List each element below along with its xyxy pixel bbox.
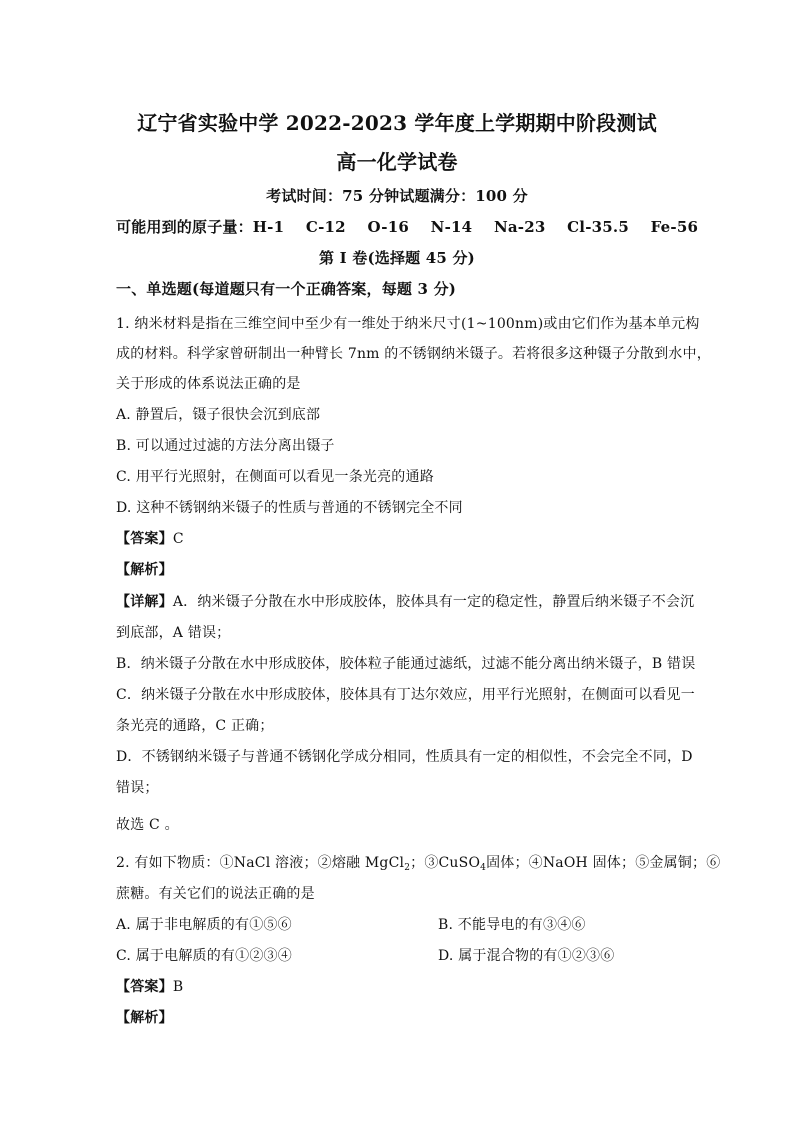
q2-option-c: C. 属于电解质的有①②③④ [116, 948, 292, 964]
q1-option-d: D. 这种不锈钢纳米镊子的性质与普通的不锈钢完全不同 [116, 500, 463, 516]
q2-answer [116, 976, 183, 996]
section-title: 一、单选题(每道题只有一个正确答案，每题 3 分) [116, 280, 457, 298]
q2-option-d: D. 属于混合物的有①②③⑥ [438, 948, 615, 964]
q1-option-a: A. 静置后，镊子很快会沉到底部 [116, 407, 321, 423]
q2-stem-part2: ；③CuSO [410, 855, 481, 871]
q1-analysis-label: 【解析】 [116, 562, 173, 578]
q2-option-a: A. 属于非电解质的有①⑤⑥ [116, 917, 292, 933]
q1-detail-c-line2: 条光亮的通路，C 正确； [116, 718, 274, 734]
answer-label: 【答案】 [116, 979, 173, 995]
q1-stem-line3: 关于形成的体系说法正确的是 [116, 376, 301, 392]
q1-option-c: C. 用平行光照射，在侧面可以看见一条光亮的通路 [116, 469, 434, 485]
detail-a-text: A．纳米镊子分散在水中形成胶体，胶体具有一定的稳定性，静置后纳米镊子不会沉 [172, 594, 695, 610]
volume-title: 第 I 卷(选择题 45 分) [319, 249, 475, 267]
q1-detail-d-line2: 错误； [116, 780, 159, 796]
q2-option-b: B. 不能导电的有③④⑥ [438, 917, 586, 933]
q2-stem-part1: 2. 有如下物质：①NaCl 溶液；②熔融 MgCl [116, 855, 405, 871]
answer-value: C [172, 531, 184, 547]
exam-info: 考试时间：75 分钟试题满分：100 分 [266, 187, 528, 205]
atomic-masses: 可能用到的原子量：H-1 C-12 O-16 N-14 Na-23 Cl-35.5 Fe-56 [116, 218, 699, 236]
q2-stem-part3: 固体；④NaOH 固体；⑤金属铜；⑥ [486, 855, 721, 871]
q1-detail-a-line1 [116, 591, 694, 611]
q1-stem-line1: 1. 纳米材料是指在三维空间中至少有一维处于纳米尺寸(1~100nm)或由它们作为基本单元构 [116, 316, 700, 332]
q1-conclusion: 故选 C 。 [116, 817, 179, 833]
q1-option-b: B. 可以通过过滤的方法分离出镊子 [116, 438, 335, 454]
answer-label: 【答案】 [116, 531, 173, 547]
exam-subtitle: 高一化学试卷 [336, 150, 458, 174]
subscript-4: 4 [480, 863, 487, 873]
q1-stem-line2: 成的材料。科学家曾研制出一种臂长 7nm 的不锈钢纳米镊子。若将很多这种镊子分散到水中， [116, 346, 711, 362]
subscript-2: 2 [404, 863, 411, 873]
q1-detail-c-line1: C．纳米镊子分散在水中形成胶体，胶体具有丁达尔效应，用平行光照射，在侧面可以看见一 [116, 687, 695, 703]
q2-analysis-label: 【解析】 [116, 1010, 173, 1026]
q1-detail-a-line2: 到底部，A 错误； [116, 625, 231, 641]
q1-answer [116, 528, 184, 548]
exam-title: 辽宁省实验中学 2022-2023 学年度上学期期中阶段测试 [137, 111, 657, 135]
q2-stem-line2: 蔗糖。有关它们的说法正确的是 [116, 886, 315, 902]
q2-stem-line1 [116, 852, 720, 873]
q1-detail-b: B．纳米镊子分散在水中形成胶体，胶体粒子能通过滤纸，过滤不能分离出纳米镊子，B 错误 [116, 656, 696, 672]
detail-label: 【详解】 [116, 594, 173, 610]
q1-detail-d-line1: D．不锈钢纳米镊子与普通不锈钢化学成分相同，性质具有一定的相似性，不会完全不同，D [116, 749, 693, 765]
answer-value: B [172, 979, 184, 995]
